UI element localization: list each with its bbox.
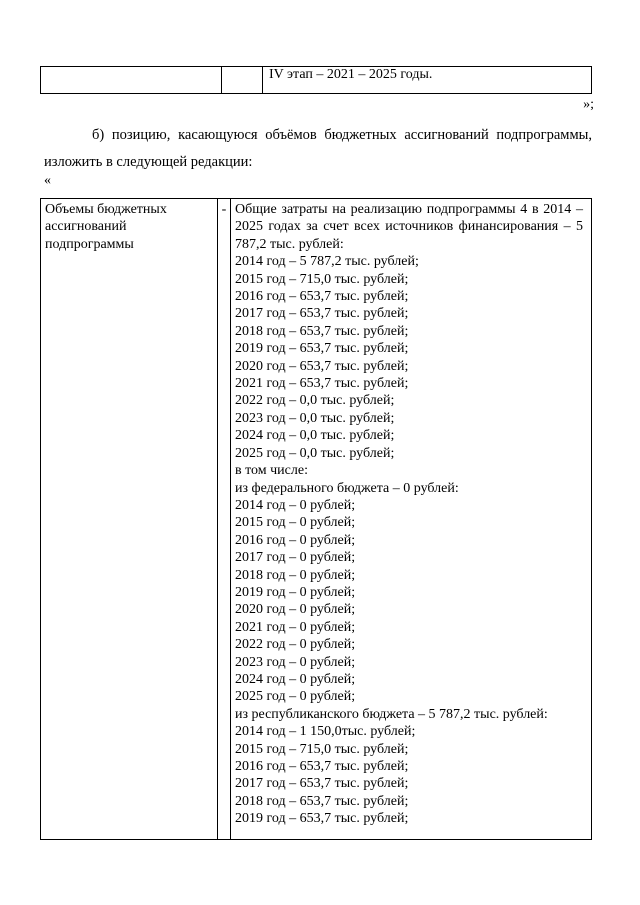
table-row [41,199,592,840]
total-year-line: 2024 год – 0,0 тыс. рублей; [235,428,395,444]
total-year-line: 2019 год – 653,7 тыс. рублей; [235,341,409,357]
federal-year-line: 2021 год – 0 рублей; [235,619,356,635]
republic-year-line: 2019 год – 653,7 тыс. рублей; [235,811,409,827]
federal-year-line: 2014 год – 0 рублей; [235,497,356,513]
funding-details-cell [231,199,592,840]
table-cell [222,67,263,94]
federal-year-line: 2024 год – 0 рублей; [235,671,356,687]
total-year-line: 2015 год – 715,0 тыс. рублей; [235,271,409,287]
federal-year-line: 2017 год – 0 рублей; [235,550,356,566]
federal-budget-header: из федерального бюджета – 0 рублей: [235,480,459,496]
federal-year-line: 2025 год – 0 рублей; [235,689,356,705]
closing-quote: »; [583,97,594,112]
federal-year-line: 2015 год – 0 рублей; [235,515,356,531]
amendment-paragraph: б) позицию, касающуюся объёмов бюджетных ассигнований подпрограммы, изложить в следующей редакции: [44,127,592,170]
dash-cell: - [218,199,231,840]
republic-year-line: 2016 год – 653,7 тыс. рублей; [235,759,409,774]
federal-year-line: 2018 год – 0 рублей; [235,567,356,583]
opening-quote: « [44,173,51,188]
federal-year-line: 2019 год – 0 рублей; [235,584,356,600]
stage-text-cell: IV этап – 2021 – 2025 годы. [263,67,592,94]
republic-year-line: 2015 год – 715,0 тыс. рублей; [235,741,409,757]
republic-year-line: 2014 год – 1 150,0тыс. рублей; [235,724,416,740]
including-label: в том числе: [235,463,308,479]
table-cell [41,67,222,94]
total-year-line: 2017 год – 653,7 тыс. рублей; [235,306,409,322]
total-year-line: 2016 год – 653,7 тыс. рублей; [235,289,409,305]
total-year-line: 2022 год – 0,0 тыс. рублей; [235,393,395,409]
budget-allocations-table [40,198,592,840]
federal-year-line: 2022 год – 0 рублей; [235,637,356,653]
previous-table-fragment [40,66,592,94]
table-row [41,67,592,94]
republic-year-line: 2017 год – 653,7 тыс. рублей; [235,776,409,792]
total-year-line: 2014 год – 5 787,2 тыс. рублей; [235,254,419,270]
federal-year-line: 2016 год – 0 рублей; [235,532,356,548]
total-year-line: 2021 год – 653,7 тыс. рублей; [235,376,409,392]
republic-budget-header: из республиканского бюджета – 5 787,2 тыс. рублей: [235,706,548,722]
total-year-line: 2020 год – 653,7 тыс. рублей; [235,358,409,374]
total-funding-intro: Общие затраты на реализацию подпрограммы 4 в 2014 – 2025 годах за счет всех источников финансирования – 5 787,2 тыс. рублей: [235,202,583,252]
federal-year-line: 2020 год – 0 рублей; [235,602,356,618]
total-year-line: 2025 год – 0,0 тыс. рублей; [235,445,395,461]
total-year-line: 2018 год – 653,7 тыс. рублей; [235,323,409,339]
total-year-line: 2023 год – 0,0 тыс. рублей; [235,410,395,426]
federal-year-line: 2023 год – 0 рублей; [235,654,356,670]
row-label: Объемы бюджетных ассигнований подпрограммы [41,199,218,840]
republic-year-line: 2018 год – 653,7 тыс. рублей; [235,793,409,809]
